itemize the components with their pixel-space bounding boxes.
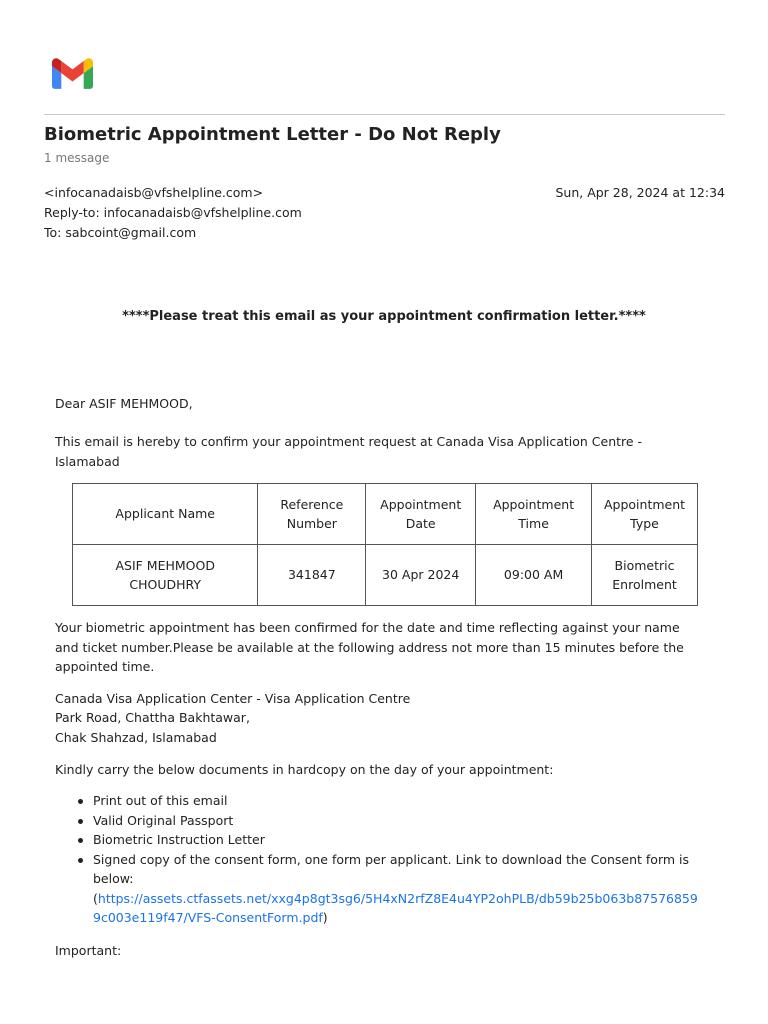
table-header: Reference Number	[258, 484, 366, 545]
recipient: To: sabcoint@gmail.com	[44, 225, 197, 240]
documents-list	[93, 791, 703, 928]
address-line-1: Canada Visa Application Center - Visa Application Centre	[55, 691, 411, 706]
table-row	[73, 545, 698, 606]
email-subject: Biometric Appointment Letter - Do Not Reply	[44, 124, 501, 145]
appointment-type-cell: Biometric Enrolment	[592, 545, 698, 606]
sent-date: Sun, Apr 28, 2024 at 12:34	[555, 185, 725, 200]
important-label: Important:	[55, 943, 122, 958]
appointment-table	[72, 483, 698, 606]
reference-number-cell: 341847	[258, 545, 366, 606]
address-line-2: Park Road, Chattha Bakhtawar,	[55, 710, 250, 725]
list-item: Print out of this email	[93, 791, 703, 811]
appointment-date-cell: 30 Apr 2024	[366, 545, 476, 606]
applicant-name-cell: ASIF MEHMOOD CHOUDHRY	[73, 545, 258, 606]
table-header: Applicant Name	[73, 484, 258, 545]
table-header: Appointment Time	[476, 484, 592, 545]
message-count: 1 message	[44, 151, 110, 165]
greeting: Dear ASIF MEHMOOD,	[55, 396, 193, 411]
confirmation-paragraph: Your biometric appointment has been confirmed for the date and time reflecting against your name and ticket number.Please be available at the following address not more than 15 minutes before the appointed time.	[55, 620, 684, 674]
address-line-3: Chak Shahzad, Islamabad	[55, 730, 217, 745]
list-item: Valid Original Passport	[93, 811, 703, 831]
reply-to: Reply-to: infocanadaisb@vfshelpline.com	[44, 205, 302, 220]
header-divider	[44, 114, 725, 115]
confirmation-banner: ****Please treat this email as your appointment confirmation letter.****	[122, 309, 646, 324]
documents-intro: Kindly carry the below documents in hardcopy on the day of your appointment:	[55, 762, 554, 777]
table-header: Appointment Type	[592, 484, 698, 545]
appointment-time-cell: 09:00 AM	[476, 545, 592, 606]
gmail-logo-icon	[52, 57, 93, 90]
consent-form-link[interactable]: https://assets.ctfassets.net/xxg4p8gt3sg6/5H4xN2rfZ8E4u4YP2ohPLB/db59b25b063b875768599c003e119f47/VFS-ConsentForm.pdf	[93, 890, 698, 925]
sender-address: <infocanadaisb@vfshelpline.com>	[44, 185, 264, 200]
link-close-paren: )	[322, 910, 328, 925]
table-header-row	[73, 484, 698, 545]
table-header: Appointment Date	[366, 484, 476, 545]
consent-form-text: Signed copy of the consent form, one form per applicant. Link to download the Consent form is below:	[93, 851, 689, 886]
list-item	[93, 850, 703, 928]
link-open-paren: (	[93, 890, 98, 906]
intro-paragraph: This email is hereby to confirm your appointment request at Canada Visa Application Centre - Islamabad	[55, 434, 643, 469]
list-item: Biometric Instruction Letter	[93, 830, 703, 850]
